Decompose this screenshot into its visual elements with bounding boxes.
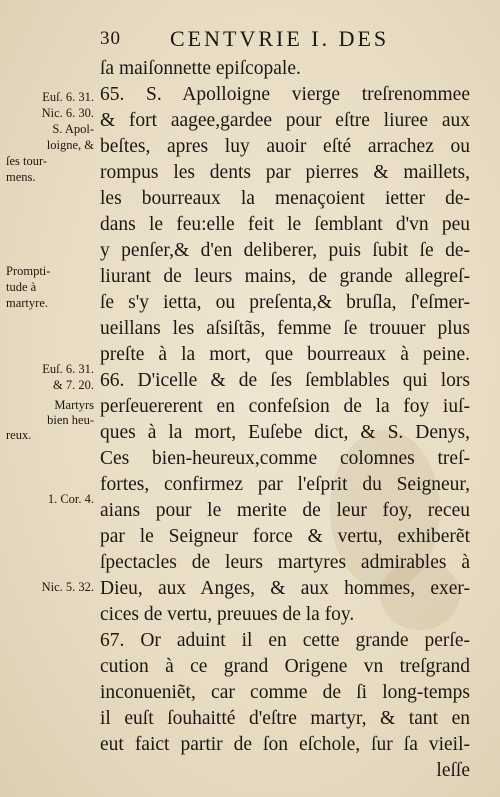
- text-line: ques à la mort, Euſebe dict, & S. Denys,: [100, 422, 470, 443]
- text-line: ſpectacles de leurs martyres admirables à: [100, 552, 470, 573]
- text-line: cution à ce grand Origene vn treſgrand: [100, 656, 470, 677]
- text-line: ſe s'y ietta, ou preſenta,& bruſla, ſ'eſmer-: [100, 292, 470, 313]
- catchword: leſſe: [436, 760, 470, 781]
- text-line: preſte à la mort, que bourreaux à peine.: [100, 344, 470, 365]
- text-line: ſa maiſonnette epiſcopale.: [100, 58, 301, 79]
- margin-note: tude à: [6, 280, 37, 294]
- text-line: 66. D'icelle & de ſes ſemblables qui lors: [100, 370, 470, 391]
- margin-note: martyre.: [6, 296, 48, 310]
- text-line: y penſer,& d'en deliberer, puis ſubit ſe de-: [100, 240, 470, 261]
- margin-note: loigne, &: [46, 138, 94, 152]
- margin-note: bien heu-: [47, 413, 94, 427]
- margin-note: Euſ. 6. 31.: [42, 362, 94, 376]
- text-line: Dieu, aux Anges, & aux hommes, exer-: [100, 578, 470, 599]
- margin-note: Nic. 5. 32.: [41, 580, 94, 594]
- margin-note: Prompti-: [6, 264, 51, 278]
- text-line: & fort aagee,gardee pour eſtre liuree aux: [100, 110, 470, 131]
- text-line: liurant de leurs mains, de grande allegreſ-: [100, 266, 470, 287]
- margin-note: Nic. 6. 30.: [41, 106, 94, 120]
- running-title: CENTVRIE I. DES: [170, 26, 390, 51]
- text-line: perſeuererent en confeſsion de la foy iuſ-: [100, 396, 470, 417]
- margin-note: reux.: [6, 428, 32, 442]
- text-line: Ces bien-heureux,comme colomnes treſ-: [100, 448, 470, 469]
- margin-note: & 7. 20.: [53, 378, 94, 392]
- page-header: [100, 26, 470, 56]
- text-line: rompus les dents par pierres & maillets,: [100, 162, 470, 183]
- margin-note: ſes tour-: [6, 154, 48, 168]
- margin-note: mens.: [6, 170, 36, 184]
- text-line: aians pour le merite de leur foy, receu: [100, 500, 470, 521]
- margin-note: Martyrs: [54, 398, 94, 412]
- margin-note: 1. Cor. 4.: [47, 492, 94, 506]
- text-line: dans le feu:elle feit le ſemblant d'vn peu: [100, 214, 470, 235]
- page-number: 30: [100, 28, 121, 49]
- text-line: beſtes, apres luy auoir eſté arrachez ou: [100, 136, 470, 157]
- text-line: il euſt ſouhaitté d'eſtre martyr, & tant en: [100, 708, 470, 729]
- text-line: fortes, confirmez par l'eſprit du Seigneur,: [100, 474, 470, 495]
- text-line: inconueniẽt, car comme de ſi long-temps: [100, 682, 470, 703]
- text-line: les bourreaux la menaçoient ietter de-: [100, 188, 470, 209]
- margin-note: Euſ. 6. 31.: [42, 90, 94, 104]
- text-line: 65. S. Apolloigne vierge treſrenommee: [100, 84, 470, 105]
- text-line: cices de vertu, preuues de la foy.: [100, 604, 355, 625]
- text-line: eut faict partir de ſon eſchole, ſur ſa vieil-: [100, 734, 470, 755]
- text-line: ueillans les aſsiſtãs, femme ſe trouuer plus: [100, 318, 470, 339]
- text-line: 67. Or aduint il en cette grande perſe-: [100, 630, 470, 651]
- text-line: par le Seigneur force & vertu, exhiberẽt: [100, 526, 470, 547]
- margin-note: S. Apol-: [52, 122, 94, 136]
